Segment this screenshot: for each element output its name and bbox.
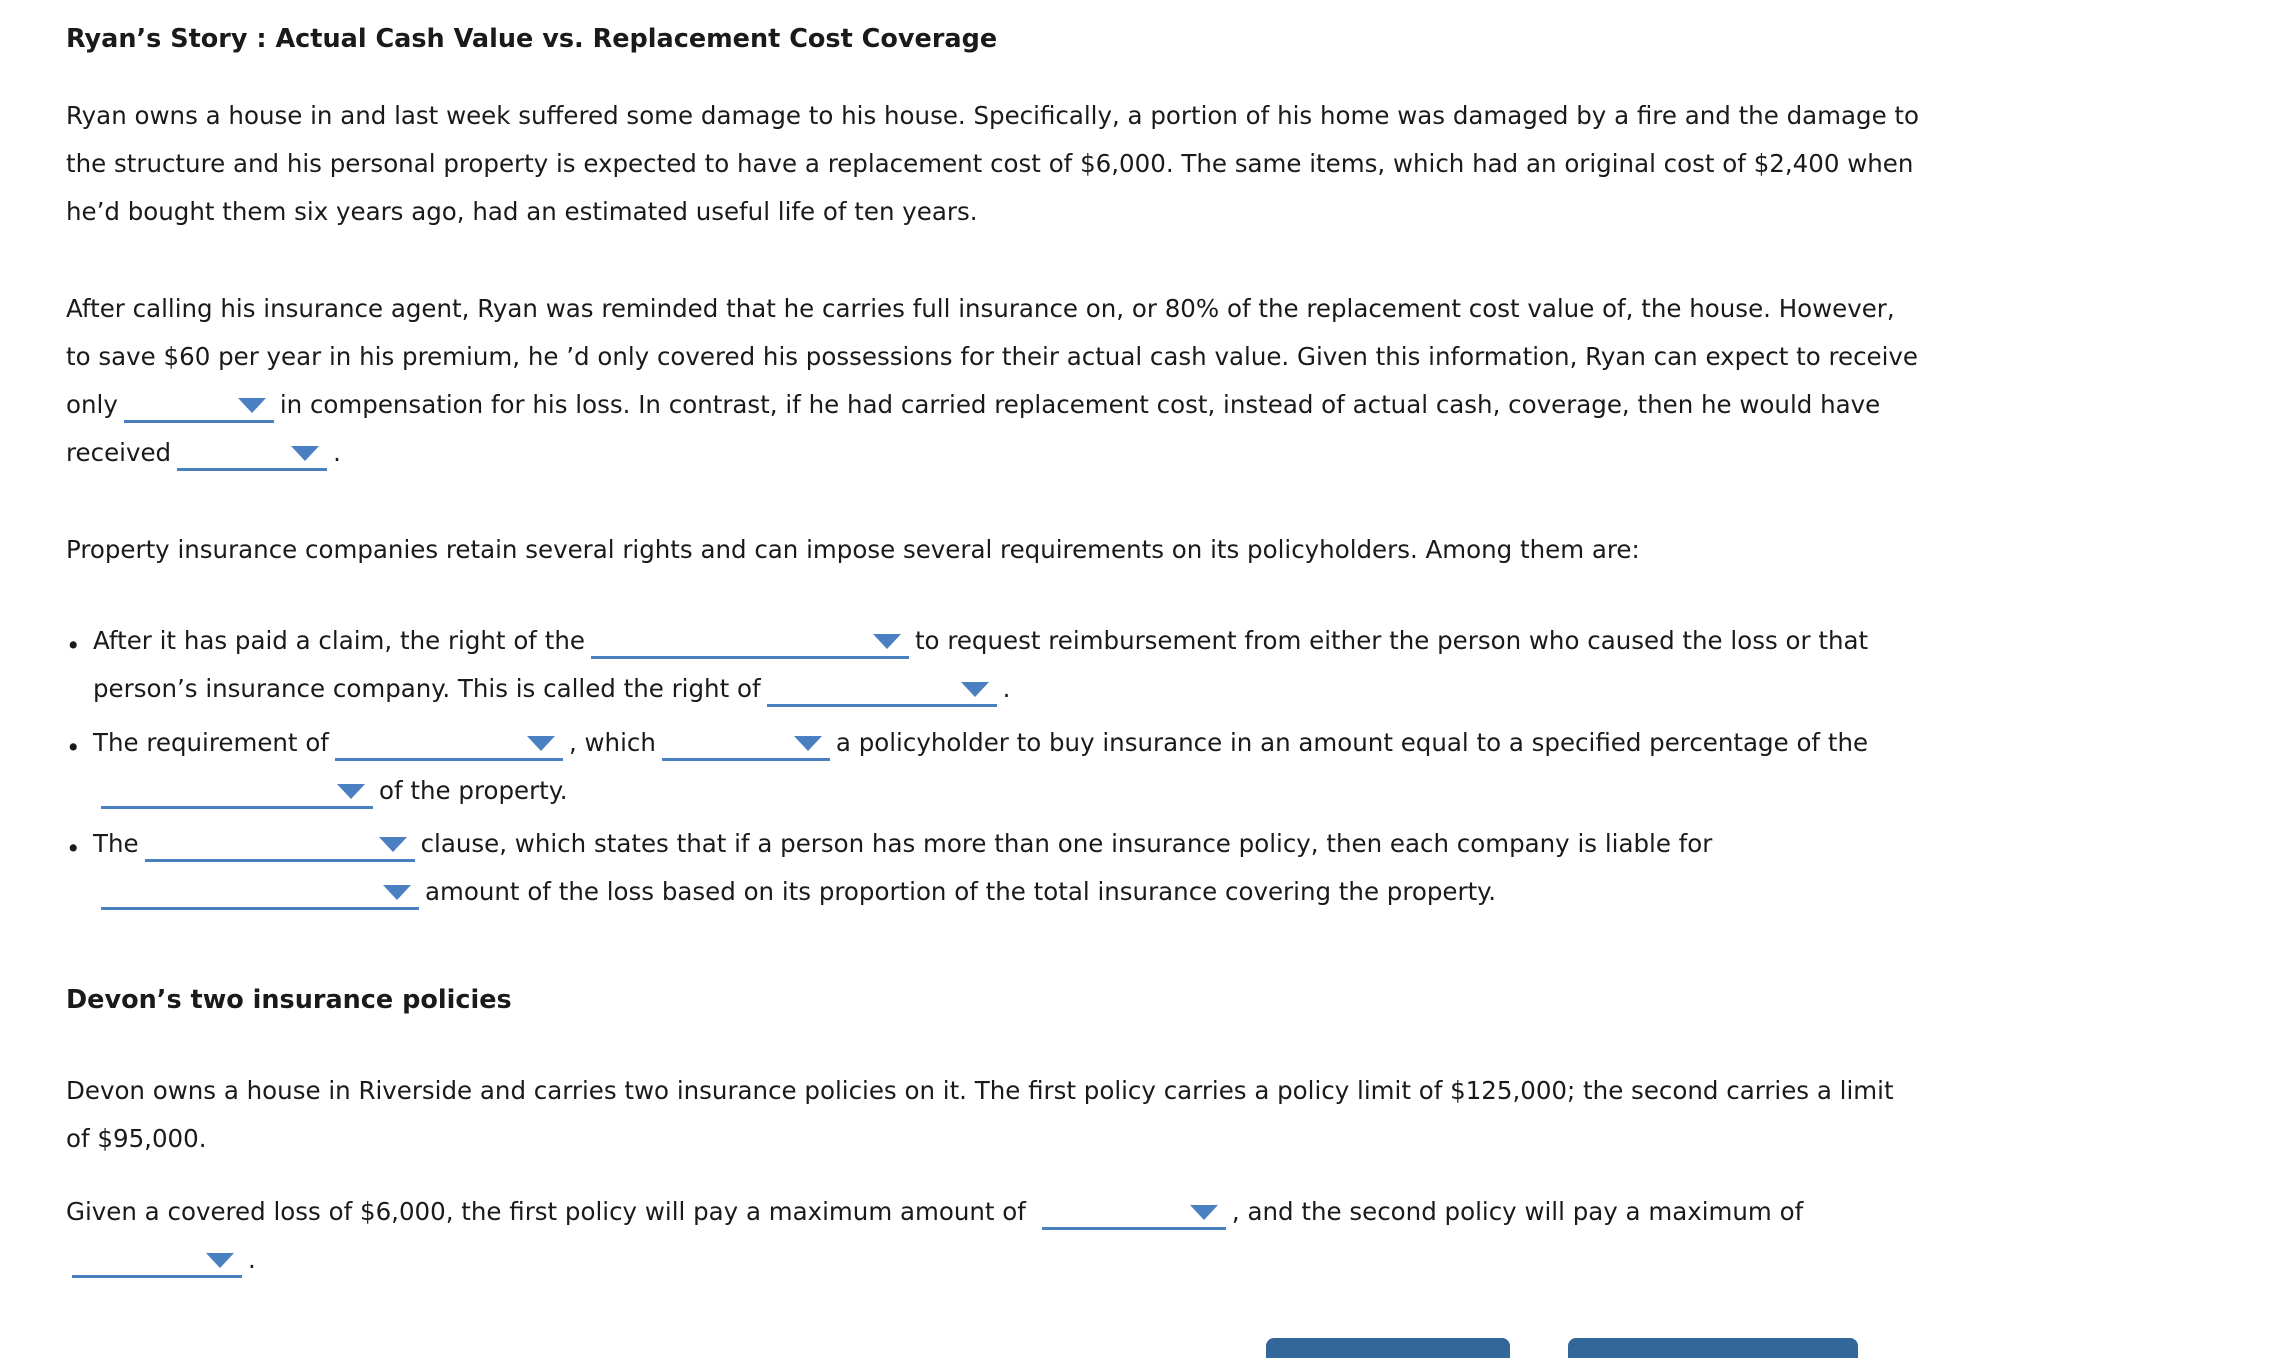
percentage-of-dropdown[interactable] [101,772,373,809]
right-party-dropdown[interactable] [591,622,909,659]
replacement-cost-dropdown[interactable] [177,434,327,471]
b1-text-1: After it has paid a claim, the right of the [93,626,585,655]
ryan-p2-line-2: to save $60 per year in his premium, he ’d only covered his possessions for their actual cash value. Given this information, Ryan can expect to receive [66,342,1918,371]
devon-title: Devon’s two insurance policies [66,985,512,1015]
b1-text-3: person’s insurance company. This is called the right of [93,674,761,703]
bullet-1-line-1 [93,622,2003,670]
devon-paragraph-2 [66,1188,1976,1284]
b1-text-2: to request reimbursement from either the person who caused the loss or that [914,626,1869,655]
clause-dropdown[interactable] [145,825,415,862]
b3-text-2: clause, which states that if a person has more than one insurance policy, then each company is liable for [420,829,1713,858]
devon-p1-line-1: Devon owns a house in Riverside and carries two insurance policies on it. The first policy carries a policy limit of $125,000; the second carries a limit [66,1076,1894,1105]
devon-text-2: , and the second policy will pay a maximum of [1231,1197,1804,1226]
ryan-p1-line-2: the structure and his personal property is expected to have a replacement cost of $6,000. The same items, which had an original cost of $2,400 when [66,149,1914,178]
b2-text-2: , which [568,728,656,757]
caret-down-icon [383,885,411,900]
compensation-text: in compensation for his loss. In contrast, if he had carried replacement cost, instead of actual cash, coverage, then he would have [279,390,1881,419]
caret-down-icon [794,736,822,751]
devon-p2-line-1 [66,1188,1976,1236]
caret-down-icon [291,446,319,461]
ryan-p2-line-4 [66,429,1976,477]
caret-down-icon [1190,1205,1218,1220]
caret-down-icon [206,1253,234,1268]
caret-down-icon [337,784,365,799]
bullet-2-body [93,724,2003,820]
devon-p2-line-2 [66,1236,1976,1284]
bullet-1-line-2 [93,670,2003,718]
first-policy-max-dropdown[interactable] [1042,1193,1226,1230]
period-text: . [333,438,341,467]
ryan-story-title: Ryan’s Story : Actual Cash Value vs. Replacement Cost Coverage [66,24,998,54]
b2-text-1: The requirement of [93,728,329,757]
bullet-2-line-1 [93,724,2003,772]
bullet-3-line-1 [93,825,2003,873]
only-text: only [66,390,118,419]
bullet-3-body [93,825,2003,921]
b3-text-1: The [93,829,139,858]
right-of-dropdown[interactable] [767,670,997,707]
ryan-p1-line-3: he’d bought them six years ago, had an estimated useful life of ten years. [66,197,978,226]
b1-text-4: . [1002,674,1011,703]
ryan-p2-line-3 [66,381,1976,429]
bullet-3-line-2 [66,873,2003,921]
bullet-dot: • [66,834,81,863]
rights-intro-text: Property insurance companies retain several rights and can impose several requirements on its policyholders. Among them are: [66,535,1640,564]
ryan-paragraph-2 [66,285,1976,477]
submit-button[interactable] [1568,1338,1858,1358]
devon-text-1: Given a covered loss of $6,000, the first policy will pay a maximum amount of [66,1197,1026,1226]
ryan-paragraph-1 [66,92,1976,236]
bullet-dot: • [66,733,81,762]
b2-text-3: a policyholder to buy insurance in an amount equal to a specified percentage of the [835,728,1869,757]
second-policy-max-dropdown[interactable] [72,1241,242,1278]
bullet-2-line-2 [66,772,2003,820]
devon-p1-line-2: of $95,000. [66,1124,207,1153]
b2-text-4: of the property. [379,776,568,805]
caret-down-icon [873,634,901,649]
ryan-p1-line-1: Ryan owns a house in and last week suffered some damage to his house. Specifically, a portion of his home was damaged by a fire and the damage to [66,101,1920,130]
ryan-p2-line-1: After calling his insurance agent, Ryan was reminded that he carries full insurance on, or 80% of the replacement cost value of, the house. However, [66,294,1895,323]
caret-down-icon [238,398,266,413]
which-verb-dropdown[interactable] [662,724,830,761]
bullet-dot: • [66,631,81,660]
caret-down-icon [527,736,555,751]
devon-text-3: . [248,1245,256,1274]
caret-down-icon [379,837,407,852]
b3-text-3: amount of the loss based on its proportion of the total insurance covering the property. [425,877,1496,906]
devon-paragraph-1 [66,1067,1976,1163]
acv-compensation-dropdown[interactable] [124,386,274,423]
ryan-paragraph-3 [66,526,1976,574]
caret-down-icon [961,682,989,697]
grade-button[interactable] [1266,1338,1510,1358]
bullet-1-body [93,622,2003,718]
received-text: received [66,438,172,467]
requirement-of-dropdown[interactable] [335,724,563,761]
liability-amount-dropdown[interactable] [101,873,419,910]
